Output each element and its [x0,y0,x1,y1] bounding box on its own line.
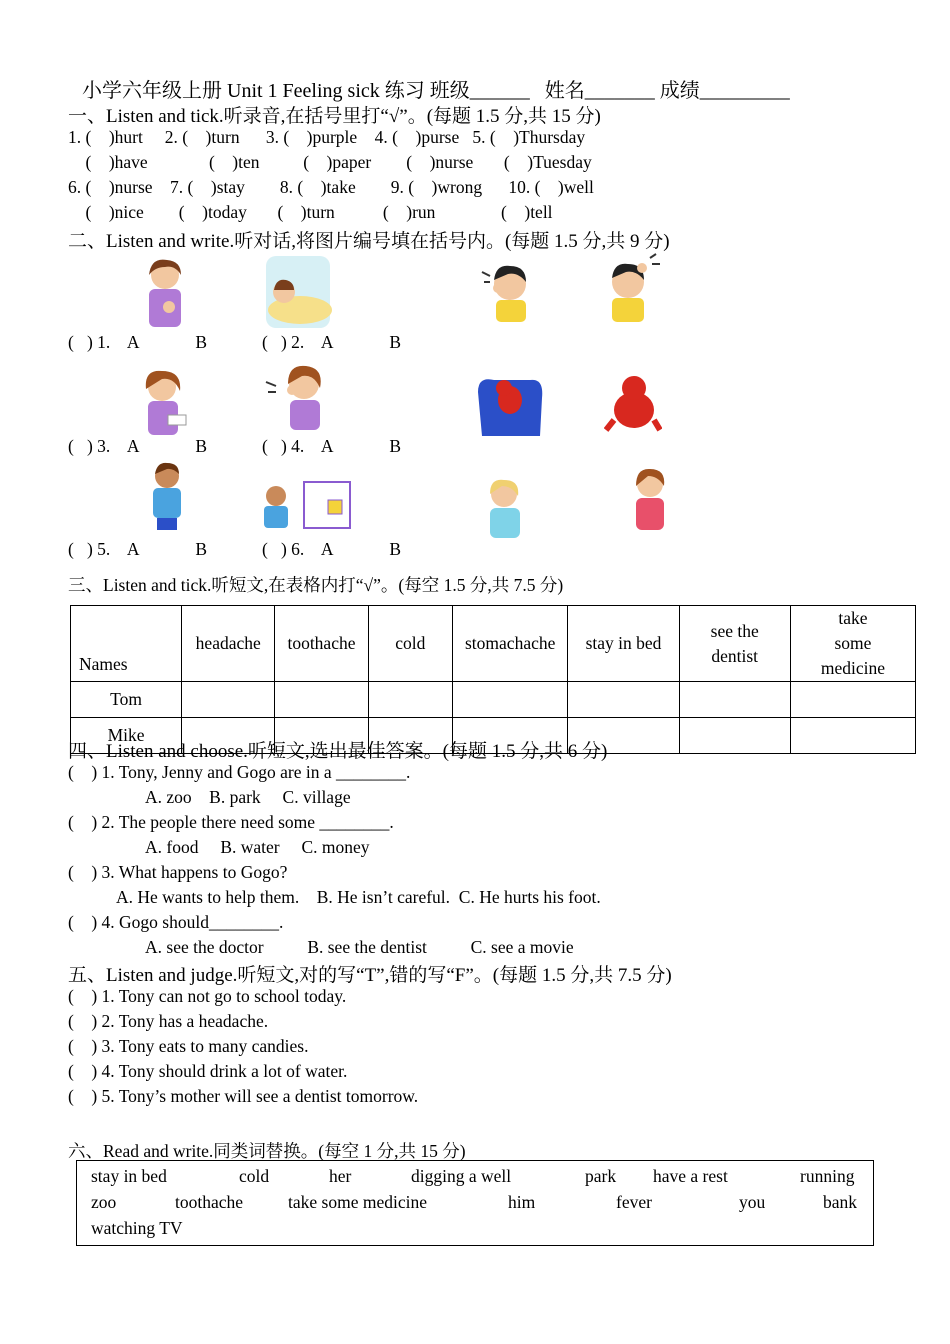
row-name-tom: Tom [71,682,182,718]
girl-coughing-picture [480,476,530,546]
girl-hurt-arm-picture [130,365,198,441]
section2-heading: 二、Listen and write.听对话,将图片编号填在括号内。(每题 1.5 分,共 9 分) [68,231,670,252]
section4-heading: 四、Listen and choose.听短文,选出最佳答案。(每题 1.5 分,共 6 分) [68,741,608,762]
tick-cell[interactable] [452,682,567,718]
s4-q2-options: A. food B. water C. money [145,837,370,857]
word: zoo [91,1192,117,1212]
s4-q3-options: A. He wants to help them. B. He isn’t careful. C. He hurts his foot. [116,887,601,907]
tick-cell[interactable] [790,718,915,754]
word: cold [239,1166,270,1186]
s1-row-4: ( )nice ( )today ( )turn ( )run ( )tell [68,202,553,222]
col-cold: cold [368,606,452,682]
word: bank [823,1192,858,1212]
tick-cell[interactable] [679,682,790,718]
boy-headache-picture [598,252,676,326]
tick-cell[interactable] [182,682,275,718]
word: have a rest [653,1166,728,1186]
s5-item-3: ( ) 3. Tony eats to many candies. [68,1036,309,1056]
s2-row-2-right: ( ) 4. A B [262,436,402,456]
section6-heading: 六、Read and write.同类词替换。(每空 1 分,共 15 分) [68,1141,466,1161]
col-stomachache: stomachache [452,606,567,682]
col-headache: headache [182,606,275,682]
boy-at-building-picture [254,478,354,530]
s1-row-2: ( )have ( )ten ( )paper ( )nurse ( )Tuesday [68,152,592,172]
tick-cell[interactable] [275,682,368,718]
girl-toothache-picture [258,360,344,434]
word: running [800,1166,855,1186]
s5-item-2: ( ) 2. Tony has a headache. [68,1011,269,1031]
s1-row-3: 6. ( )nurse 7. ( )stay 8. ( )take 9. ( )wrong 10. ( )well [68,177,594,197]
word: toothache [175,1192,244,1212]
word: watching TV [91,1218,183,1238]
s4-q2: ( ) 2. The people there need some ________. [68,812,394,832]
girl-stomachache-picture [135,255,195,335]
section1-heading: 一、Listen and tick.听录音,在括号里打“√”。(每题 1.5 分,共 15 分) [68,106,601,127]
word: take some medicine [288,1192,427,1212]
row-name-mike: Mike [71,718,182,754]
col-take-medicine: take some medicine [790,606,915,682]
s5-item-1: ( ) 1. Tony can not go to school today. [68,986,347,1006]
word: her [329,1166,352,1186]
child-in-bed-picture [262,252,334,332]
girl-sick-picture [626,464,676,536]
page-title: 小学六年级上册 Unit 1 Feeling sick 练习 班级______ 姓名_______ 成绩_________ [82,80,790,102]
col-stay-in-bed: stay in bed [568,606,679,682]
s4-q4-options: A. see the doctor B. see the dentist C. see a movie [145,937,574,957]
word: stay in bed [91,1166,167,1186]
boy-toothache-picture [478,258,540,324]
word-box [76,1160,874,1246]
word: fever [616,1192,652,1212]
col-see-dentist: see the dentist [679,606,790,682]
word: park [585,1166,617,1186]
word: him [508,1192,536,1212]
s5-item-4: ( ) 4. Tony should drink a lot of water. [68,1061,348,1081]
s2-row-1-right: ( ) 2. A B [262,332,402,352]
s4-q1: ( ) 1. Tony, Jenny and Gogo are in a ________. [68,762,411,782]
tick-table [70,605,916,754]
s4-q1-options: A. zoo B. park C. village [145,787,351,807]
tick-cell[interactable] [679,718,790,754]
section3-heading: 三、Listen and tick.听短文,在表格内打“√”。(每空 1.5 分,共 7.5 分) [68,575,564,595]
s5-item-5: ( ) 5. Tony’s mother will see a dentist tomorrow. [68,1086,419,1106]
tick-cell[interactable] [790,682,915,718]
s4-q4: ( ) 4. Gogo should________. [68,912,284,932]
sick-dragon-picture [604,372,662,434]
word: digging a well [411,1166,512,1186]
col-toothache: toothache [275,606,368,682]
s4-q3: ( ) 3. What happens to Gogo? [68,862,288,882]
tick-cell[interactable] [368,682,452,718]
tick-cell[interactable] [568,682,679,718]
s1-row-1: 1. ( )hurt 2. ( )turn 3. ( )purple 4. ( )purse 5. ( )Thursday [68,127,586,147]
s2-row-2-left: ( ) 3. A B [68,436,208,456]
boy-standing-picture [145,460,189,532]
word: you [739,1192,766,1212]
s2-row-3-left: ( ) 5. A B [68,539,208,559]
col-names: Names [71,606,182,682]
s2-row-1-left: ( ) 1. A B [68,332,208,352]
section5-heading: 五、Listen and judge.听短文,对的写“T”,错的写“F”。(每题 1.5 分,共 7.5 分) [68,965,672,986]
sick-dragon-in-chair-picture [472,370,548,442]
s2-row-3-right: ( ) 6. A B [262,539,402,559]
